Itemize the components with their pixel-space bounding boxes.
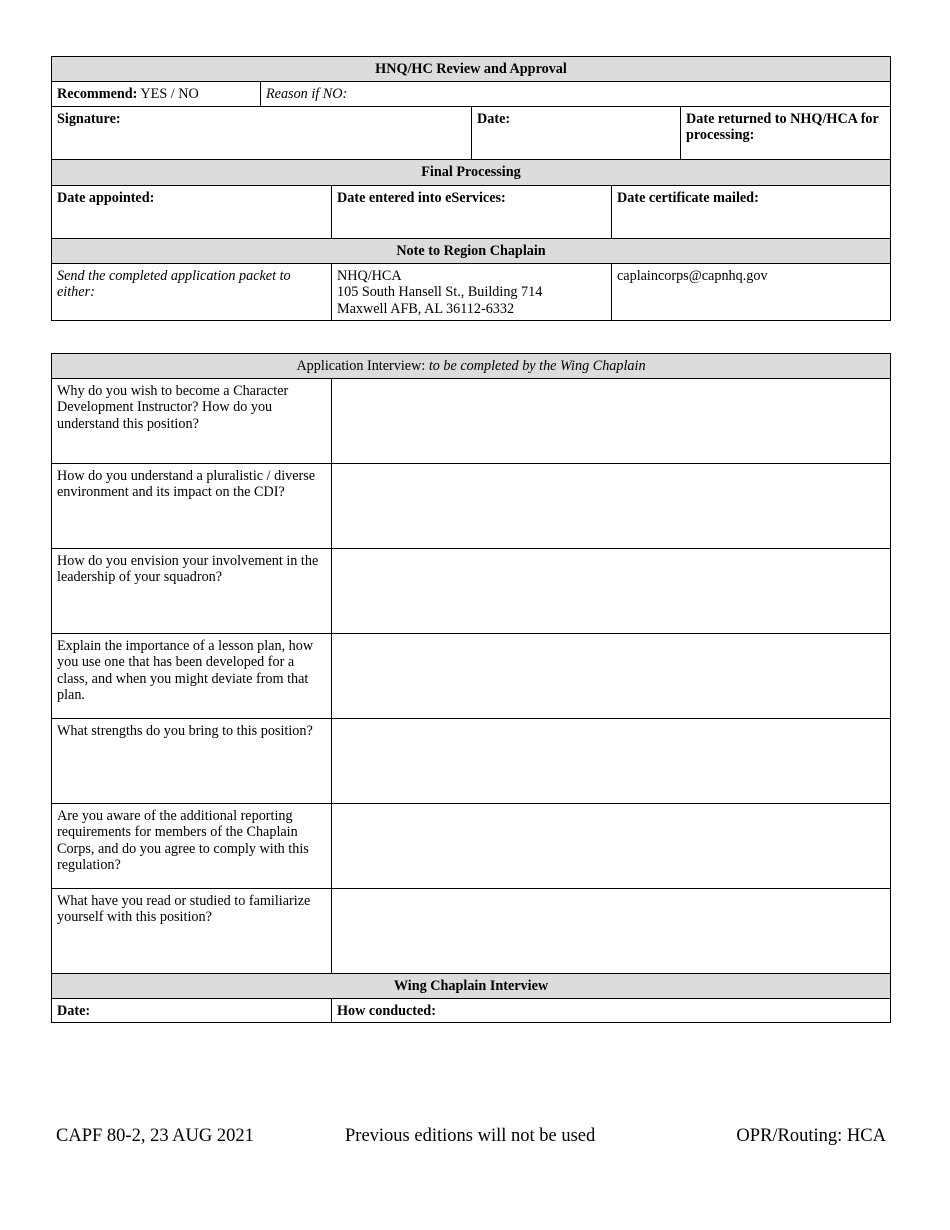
interview-question bbox=[51, 378, 332, 464]
review-date-label: Date: bbox=[477, 111, 511, 127]
application-interview-header bbox=[51, 353, 891, 379]
review-approval-header: HNQ/HC Review and Approval bbox=[51, 56, 891, 82]
question-text: How do you understand a pluralistic / diverse environment and its impact on the CDI? bbox=[57, 468, 316, 501]
send-instruction-text: Send the completed application packet to either: bbox=[57, 268, 291, 301]
question-text: Why do you wish to become a Character Development Instructor? How do you understand this position? bbox=[57, 383, 289, 432]
date-returned-field[interactable] bbox=[680, 106, 891, 160]
answer-field[interactable] bbox=[331, 888, 891, 974]
note-region-chaplain-header: Note to Region Chaplain bbox=[51, 238, 891, 264]
address-line: 105 South Hansell St., Building 714 bbox=[337, 284, 543, 301]
date-mailed-field[interactable] bbox=[611, 185, 891, 239]
interview-date-label: Date: bbox=[57, 1003, 91, 1019]
mailing-address-cell bbox=[331, 263, 612, 321]
recommend-cell[interactable] bbox=[51, 81, 261, 107]
interview-question bbox=[51, 718, 332, 804]
editions-notice: Previous editions will not be used bbox=[345, 1126, 596, 1146]
question-text: Explain the importance of a lesson plan, how you use one that has been developed for a class, and when you might deviate from that plan. bbox=[57, 638, 314, 703]
signature-field[interactable] bbox=[51, 106, 472, 160]
review-date-field[interactable] bbox=[471, 106, 681, 160]
date-entered-label: Date entered into eServices: bbox=[337, 190, 506, 206]
answer-field[interactable] bbox=[331, 463, 891, 549]
form-id: CAPF 80-2, 23 AUG 2021 bbox=[56, 1126, 254, 1146]
reason-if-no-label: Reason if NO: bbox=[266, 86, 348, 102]
interview-question bbox=[51, 633, 332, 719]
reason-if-no-field[interactable] bbox=[260, 81, 891, 107]
date-appointed-label: Date appointed: bbox=[57, 190, 155, 206]
answer-field[interactable] bbox=[331, 378, 891, 464]
question-text: Are you aware of the additional reporting requirements for members of the Chaplain Corps, and do you agree to comply with this regulation? bbox=[57, 808, 309, 873]
answer-field[interactable] bbox=[331, 548, 891, 634]
interview-question bbox=[51, 888, 332, 974]
question-text: What strengths do you bring to this position? bbox=[57, 723, 313, 739]
how-conducted-label: How conducted: bbox=[337, 1003, 436, 1019]
answer-field[interactable] bbox=[331, 803, 891, 889]
address-line: Maxwell AFB, AL 36112-6332 bbox=[337, 300, 515, 317]
email-cell bbox=[611, 263, 891, 321]
wing-chaplain-interview-header: Wing Chaplain Interview bbox=[51, 973, 891, 999]
answer-field[interactable] bbox=[331, 718, 891, 804]
interview-date-field[interactable] bbox=[51, 998, 332, 1023]
signature-label: Signature: bbox=[57, 111, 121, 127]
how-conducted-field[interactable] bbox=[331, 998, 891, 1023]
send-instruction-cell bbox=[51, 263, 332, 321]
interview-question bbox=[51, 463, 332, 549]
recommend-value: YES / NO bbox=[140, 86, 199, 102]
date-entered-field[interactable] bbox=[331, 185, 612, 239]
answer-field[interactable] bbox=[331, 633, 891, 719]
date-returned-label: Date returned to NHQ/HCA for processing: bbox=[686, 111, 879, 144]
question-text: What have you read or studied to familiarize yourself with this position? bbox=[57, 893, 311, 926]
address-line: NHQ/HCA bbox=[337, 268, 402, 284]
interview-header-note: to be completed by the Wing Chaplain bbox=[428, 358, 646, 374]
date-appointed-field[interactable] bbox=[51, 185, 332, 239]
date-mailed-label: Date certificate mailed: bbox=[617, 190, 759, 206]
final-processing-header: Final Processing bbox=[51, 159, 891, 186]
interview-header-prefix: Application Interview: bbox=[296, 358, 429, 374]
interview-question bbox=[51, 548, 332, 634]
opr-routing: OPR/Routing: HCA bbox=[736, 1126, 886, 1146]
recommend-label: Recommend: bbox=[57, 86, 138, 102]
question-text: How do you envision your involvement in the leadership of your squadron? bbox=[57, 553, 319, 586]
email-address: caplaincorps@capnhq.gov bbox=[617, 268, 768, 284]
interview-question bbox=[51, 803, 332, 889]
